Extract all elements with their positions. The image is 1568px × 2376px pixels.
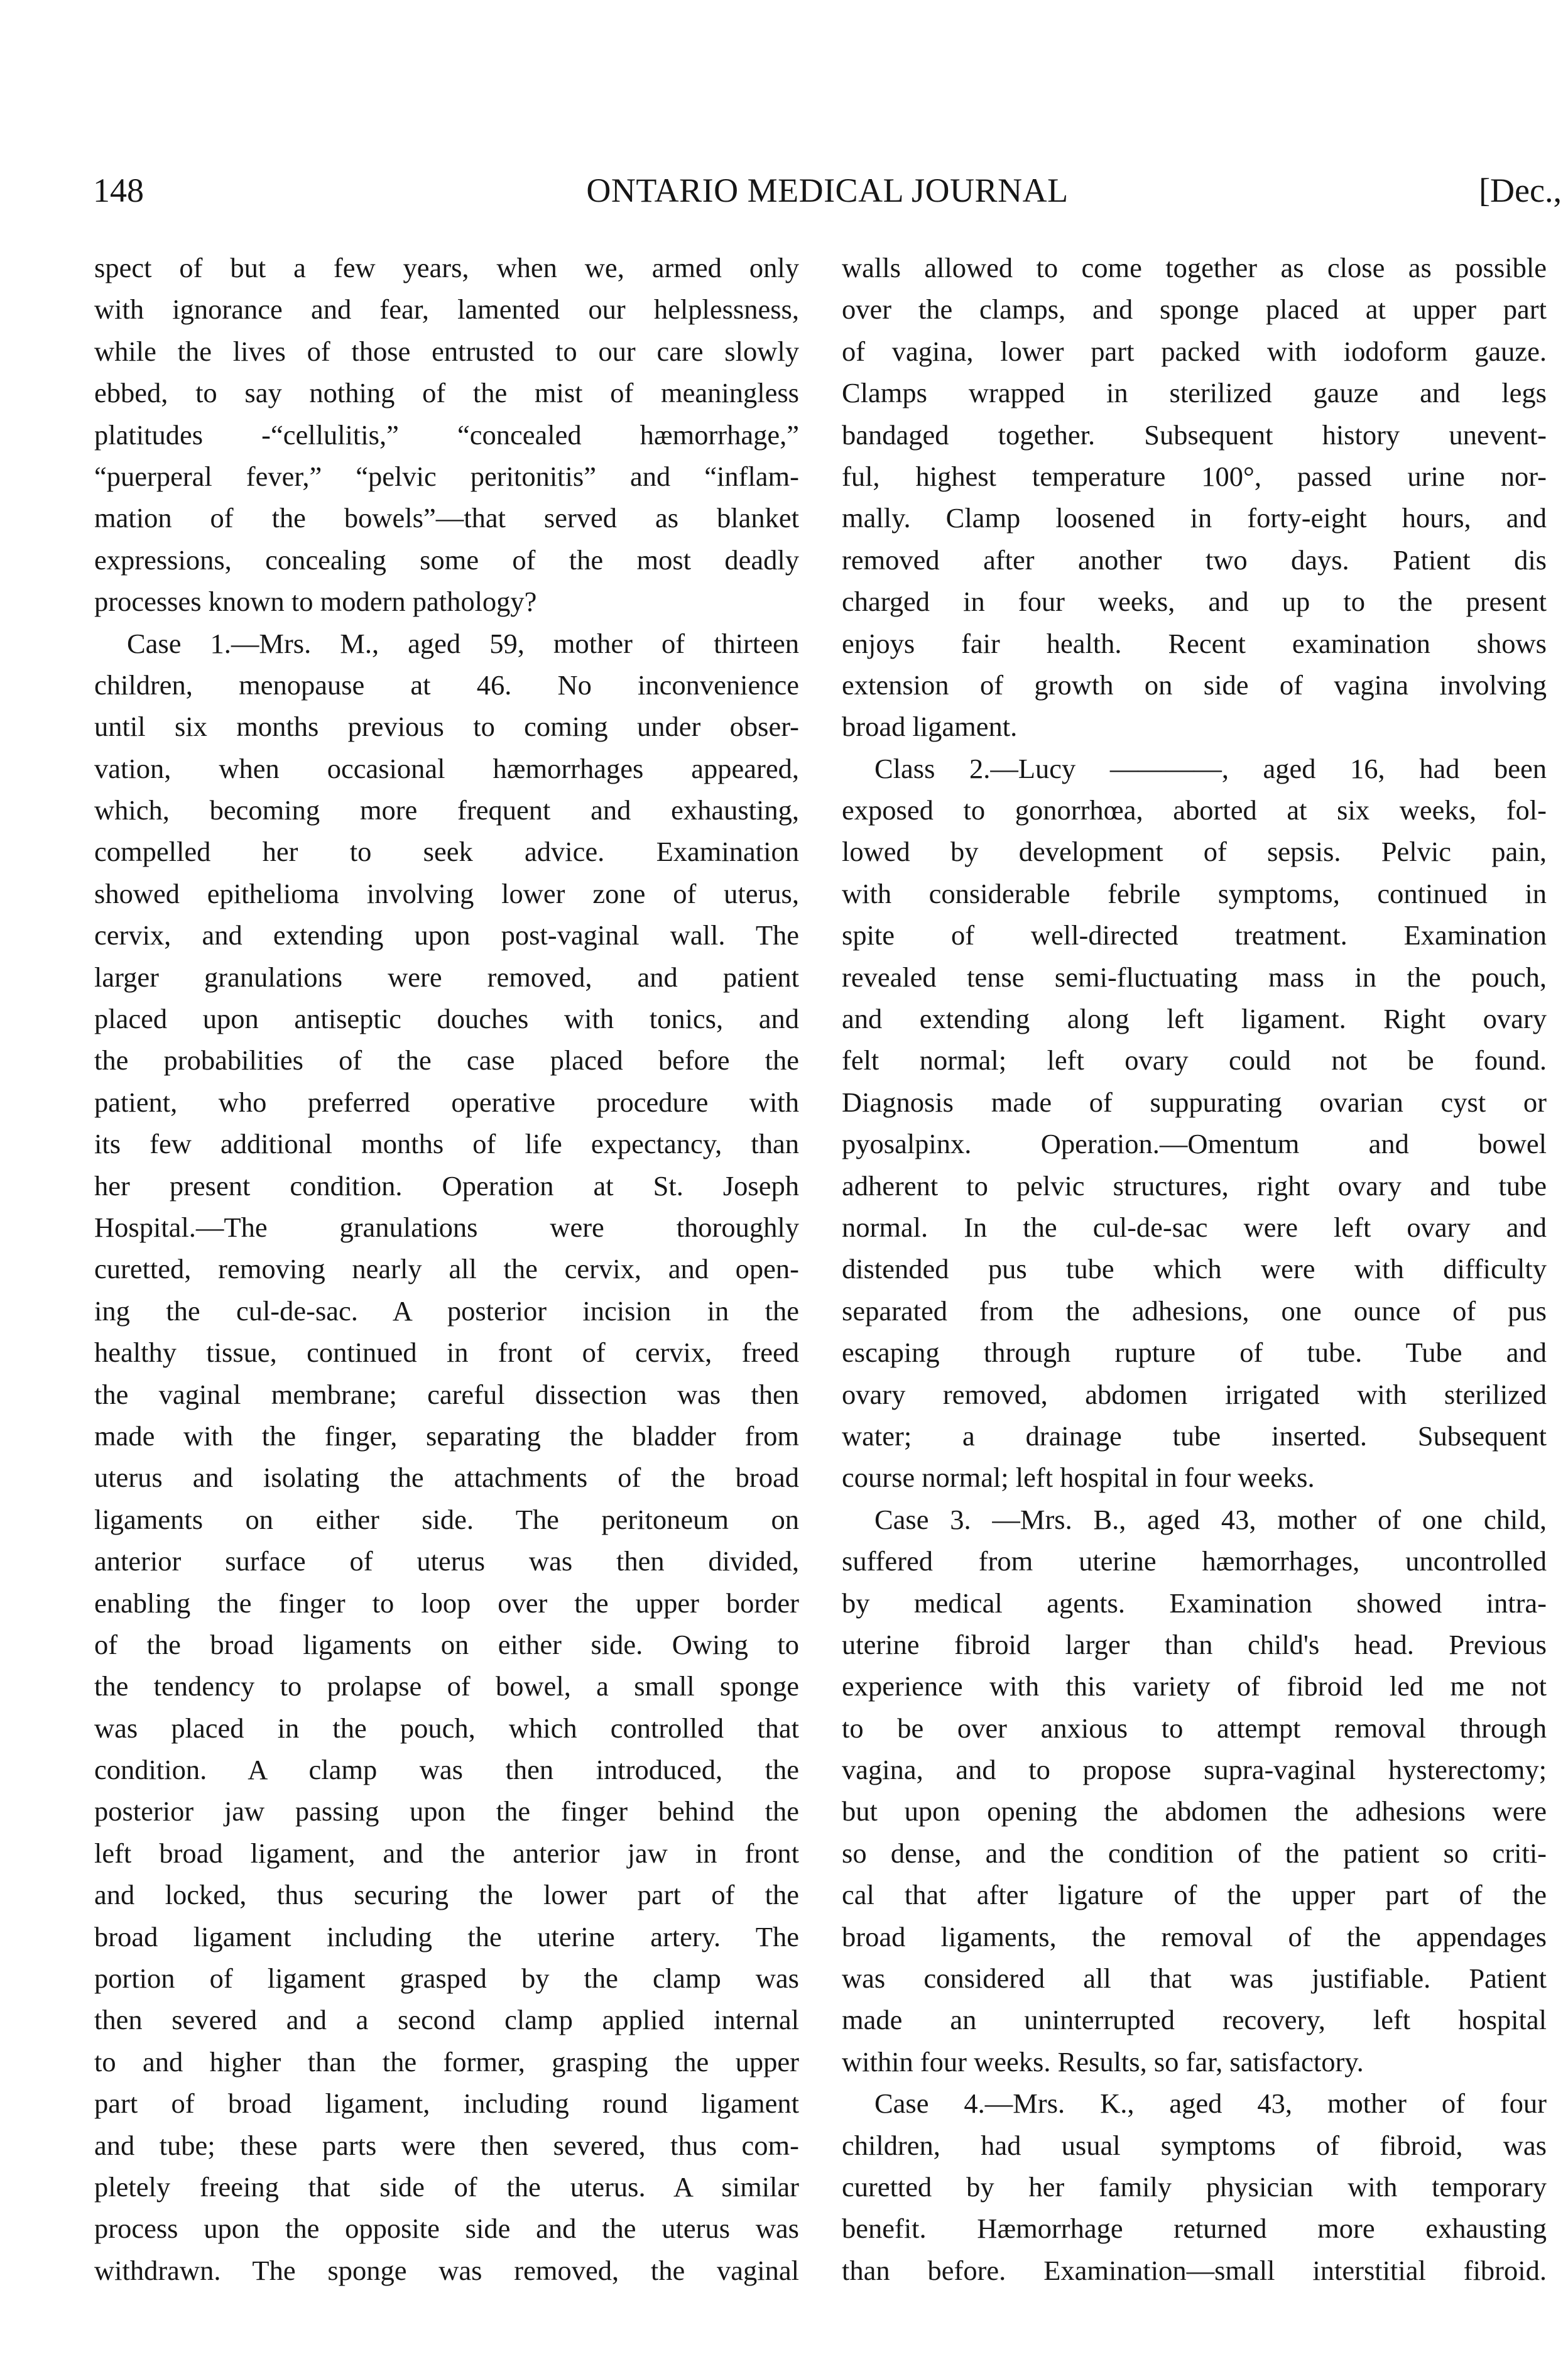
right-text-column	[842, 247, 1547, 2291]
text-line: compelled her to seek advice. Examination	[94, 836, 799, 868]
text-line: ebbed, to say nothing of the mist of meaningless	[94, 377, 799, 409]
text-line: suffered from uterine hæmorrhages, uncontrolled	[842, 1545, 1547, 1577]
text-line: platitudes -“cellulitis,” “concealed hæmorrhage,”	[94, 419, 799, 451]
text-line: distended pus tube which were with difficulty	[842, 1253, 1547, 1285]
text-line: mation of the bowels”—that served as blanket	[94, 502, 799, 534]
text-line: broad ligaments, the removal of the appendages	[842, 1920, 1547, 1952]
text-line: placed upon antiseptic douches with tonics, and	[94, 1003, 799, 1035]
text-line: made an uninterrupted recovery, left hospital	[842, 2004, 1547, 2036]
text-line: ing the cul-de-sac. A posterior incision in the	[94, 1295, 799, 1327]
text-line: water; a drainage tube inserted. Subsequent	[842, 1420, 1547, 1452]
text-line: vation, when occasional hæmorrhages appeared,	[94, 752, 799, 784]
text-line: but upon opening the abdomen the adhesions were	[842, 1795, 1547, 1827]
text-line: curetted, removing nearly all the cervix, and open-	[94, 1253, 799, 1285]
text-line: part of broad ligament, including round ligament	[94, 2088, 799, 2120]
text-line: then severed and a second clamp applied internal	[94, 2004, 799, 2036]
text-line: pletely freeing that side of the uterus. A similar	[94, 2171, 799, 2203]
text-line: Case 4.—Mrs. K., aged 43, mother of four	[874, 2088, 1547, 2120]
text-line: cal that after ligature of the upper part of the	[842, 1879, 1547, 1911]
text-line: of vagina, lower part packed with iodoform gauze.	[842, 335, 1547, 367]
text-line: within four weeks. Results, so far, satisfactory.	[842, 2045, 1364, 2078]
text-line: adherent to pelvic structures, right ovary and tube	[842, 1169, 1547, 1202]
text-line: over the clamps, and sponge placed at upper part	[842, 293, 1547, 326]
journal-title: ONTARIO MEDICAL JOURNAL	[586, 172, 1069, 209]
text-line: separated from the adhesions, one ounce of pus	[842, 1295, 1547, 1327]
text-line: cervix, and extending upon post-vaginal wall. The	[94, 919, 799, 951]
text-line: enabling the finger to loop over the upper border	[94, 1587, 799, 1619]
text-line: walls allowed to come together as close as possible	[842, 252, 1547, 283]
text-line: by medical agents. Examination showed intra-	[842, 1587, 1547, 1619]
text-line: made with the finger, separating the bladder from	[94, 1420, 799, 1452]
text-line: than before. Examination—small interstitial fibroid.	[842, 2254, 1547, 2286]
text-line: larger granulations were removed, and patient	[94, 961, 799, 993]
text-line: withdrawn. The sponge was removed, the vaginal	[94, 2254, 799, 2286]
text-line: the tendency to prolapse of bowel, a small sponge	[94, 1670, 799, 1702]
text-line: Clamps wrapped in sterilized gauze and legs	[842, 377, 1547, 409]
text-line: to be over anxious to attempt removal through	[842, 1712, 1547, 1744]
text-line: uterine fibroid larger than child's head. Previous	[842, 1628, 1547, 1660]
text-line: condition. A clamp was then introduced, the	[94, 1754, 799, 1786]
page-number: 148	[93, 172, 144, 209]
text-line: ful, highest temperature 100°, passed urine nor-	[842, 460, 1547, 492]
text-line: bandaged together. Subsequent history unevent-	[842, 419, 1547, 451]
text-line: spect of but a few years, when we, armed only	[94, 252, 799, 283]
text-line: benefit. Hæmorrhage returned more exhausting	[842, 2213, 1547, 2245]
text-line: felt normal; left ovary could not be found.	[842, 1044, 1547, 1076]
text-line: experience with this variety of fibroid led me not	[842, 1670, 1547, 1702]
text-line: was placed in the pouch, which controlled that	[94, 1712, 799, 1744]
text-line: normal. In the cul-de-sac were left ovary and	[842, 1211, 1547, 1243]
text-line: with ignorance and fear, lamented our helplessness,	[94, 293, 799, 326]
text-line: pyosalpinx. Operation.—Omentum and bowel	[842, 1128, 1547, 1160]
text-line: with considerable febrile symptoms, continued in	[842, 877, 1547, 909]
text-line: and locked, thus securing the lower part of the	[94, 1879, 799, 1911]
text-line: escaping through rupture of tube. Tube and	[842, 1337, 1547, 1369]
text-line: Hospital.—The granulations were thoroughly	[94, 1211, 799, 1243]
text-line: broad ligament including the uterine artery. The	[94, 1920, 799, 1952]
text-line: until six months previous to coming under obser-	[94, 711, 799, 743]
text-line: Class 2.—Lucy ————, aged 16, had been	[874, 752, 1547, 784]
text-line: her present condition. Operation at St. Joseph	[94, 1169, 799, 1202]
text-line: course normal; left hospital in four weeks.	[842, 1462, 1315, 1494]
text-line: extension of growth on side of vagina involving	[842, 669, 1547, 701]
text-line: of the broad ligaments on either side. Owing to	[94, 1628, 799, 1660]
text-line: the probabilities of the case placed before the	[94, 1044, 799, 1076]
issue-label: [Dec.,	[1479, 172, 1562, 209]
text-line: anterior surface of uterus was then divided,	[94, 1545, 799, 1577]
text-line: the vaginal membrane; careful dissection was then	[94, 1378, 799, 1410]
text-line: children, had usual symptoms of fibroid, was	[842, 2129, 1547, 2161]
text-line: spite of well-directed treatment. Examination	[842, 919, 1547, 951]
text-line: curetted by her family physician with temporary	[842, 2171, 1547, 2203]
text-line: which, becoming more frequent and exhausting,	[94, 794, 799, 826]
text-line: uterus and isolating the attachments of the broad	[94, 1462, 799, 1494]
text-line: exposed to gonorrhœa, aborted at six weeks, fol-	[842, 794, 1547, 826]
text-line: “puerperal fever,” “pelvic peritonitis” and “inflam-	[94, 460, 799, 492]
text-line: showed epithelioma involving lower zone of uterus,	[94, 877, 799, 909]
text-line: processes known to modern pathology?	[94, 586, 537, 618]
text-line: so dense, and the condition of the patient so criti-	[842, 1837, 1547, 1869]
text-line: was considered all that was justifiable. Patient	[842, 1963, 1547, 1995]
text-line: revealed tense semi-fluctuating mass in the pouch,	[842, 961, 1547, 993]
text-line: vagina, and to propose supra-vaginal hysterectomy;	[842, 1754, 1547, 1786]
text-line: to and higher than the former, grasping the upper	[94, 2045, 799, 2078]
text-line: while the lives of those entrusted to our care slowly	[94, 335, 799, 367]
text-line: enjoys fair health. Recent examination shows	[842, 627, 1547, 659]
text-line: and extending along left ligament. Right ovary	[842, 1003, 1547, 1035]
text-line: Case 1.—Mrs. M., aged 59, mother of thirteen	[127, 627, 799, 659]
text-line: ligaments on either side. The peritoneum on	[94, 1503, 799, 1535]
text-line: its few additional months of life expectancy, than	[94, 1128, 799, 1160]
text-line: patient, who preferred operative procedure with	[94, 1086, 799, 1118]
left-text-column	[94, 247, 799, 2291]
text-line: children, menopause at 46. No inconvenience	[94, 669, 799, 701]
text-line: broad ligament.	[842, 711, 1018, 743]
text-line: charged in four weeks, and up to the present	[842, 586, 1547, 618]
text-line: portion of ligament grasped by the clamp was	[94, 1963, 799, 1995]
text-line: ovary removed, abdomen irrigated with sterilized	[842, 1378, 1547, 1410]
text-line: lowed by development of sepsis. Pelvic pain,	[842, 836, 1547, 868]
text-line: mally. Clamp loosened in forty-eight hours, and	[842, 502, 1547, 534]
text-line: Diagnosis made of suppurating ovarian cyst or	[842, 1086, 1547, 1118]
text-line: healthy tissue, continued in front of cervix, freed	[94, 1337, 799, 1369]
text-line: and tube; these parts were then severed, thus com-	[94, 2129, 799, 2161]
text-line: posterior jaw passing upon the finger behind the	[94, 1795, 799, 1827]
page-header	[93, 168, 1562, 212]
text-line: expressions, concealing some of the most deadly	[94, 544, 799, 576]
text-line: removed after another two days. Patient dis	[842, 544, 1547, 576]
text-line: Case 3. —Mrs. B., aged 43, mother of one child,	[874, 1503, 1547, 1535]
text-line: left broad ligament, and the anterior jaw in front	[94, 1837, 799, 1869]
text-line: process upon the opposite side and the uterus was	[94, 2213, 799, 2245]
